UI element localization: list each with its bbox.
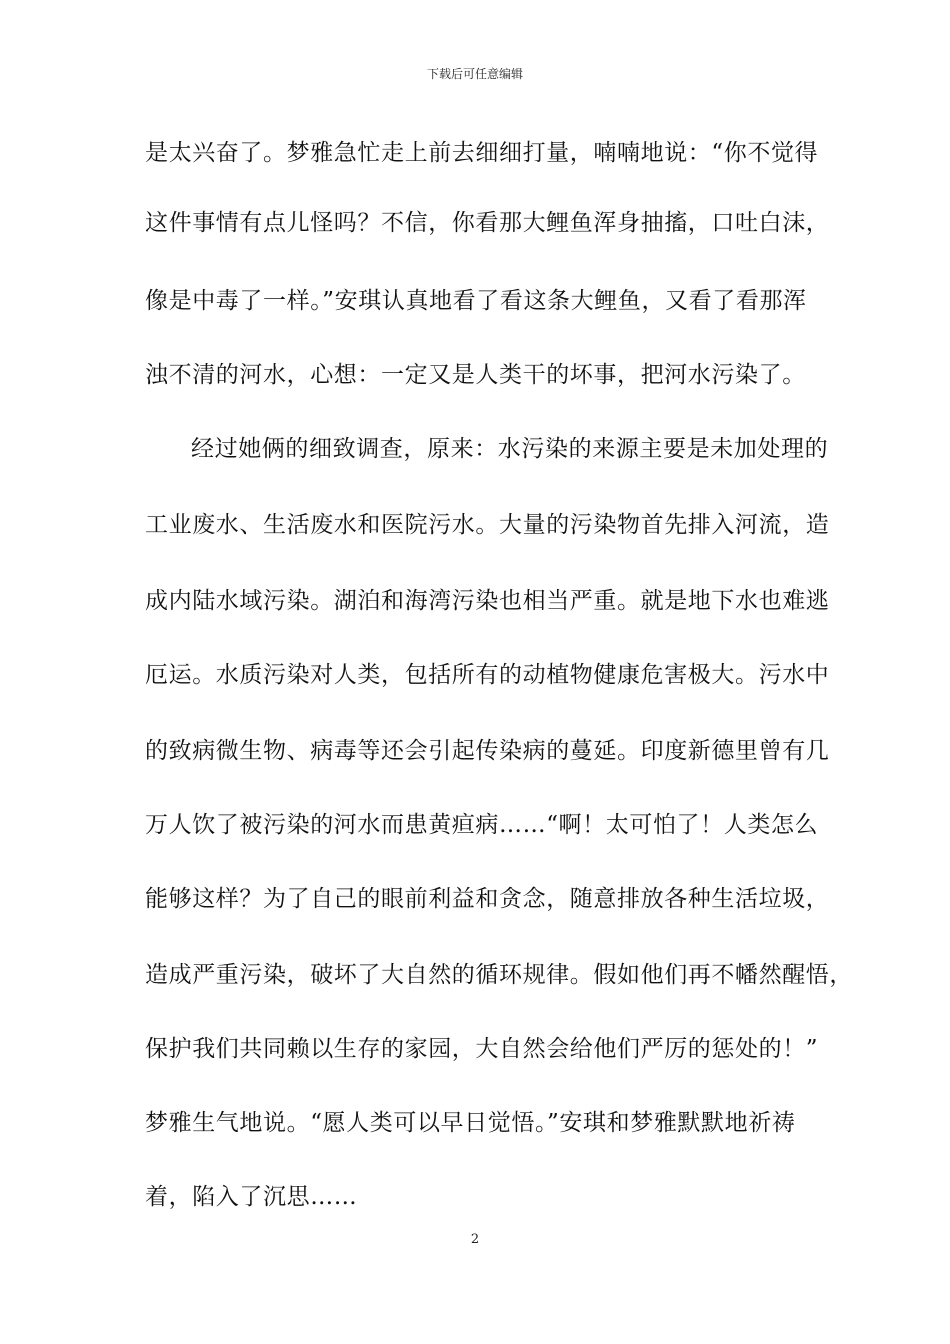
text-line: 万人饮了被污染的河水而患黄疸病……“啊！太可怕了！人类怎么 (145, 812, 819, 838)
paragraph-first-line: 经过她俩的细致调查，原来：水污染的来源主要是未加处理的 (191, 436, 829, 462)
text-line: 造成严重污染，破坏了大自然的循环规律。假如他们再不幡然醒悟， (145, 962, 853, 988)
page-header: 下载后可任意编辑 (426, 67, 523, 81)
text-line: 这件事情有点儿怪吗？不信，你看那大鲤鱼浑身抽搐，口吐白沫， (145, 210, 830, 236)
text-line: 的致病微生物、病毒等还会引起传染病的蔓延。印度新德里曾有几 (145, 738, 830, 764)
text-line: 保护我们共同赖以生存的家园，大自然会给他们严厉的惩处的！” (145, 1036, 819, 1062)
text-line: 能够这样？为了自己的眼前利益和贪念，随意排放各种生活垃圾， (145, 886, 830, 912)
text-line: 是太兴奋了。梦雅急忙走上前去细细打量，喃喃地说：“你不觉得 (145, 140, 819, 166)
text-line: 浊不清的河水，心想：一定又是人类干的坏事，把河水污染了。 (145, 362, 806, 388)
text-line: 工业废水、生活废水和医院污水。大量的污染物首先排入河流，造 (145, 512, 830, 538)
page-number: 2 (470, 1232, 480, 1247)
text-line: 像是中毒了一样。”安琪认真地看了看这条大鲤鱼，又看了看那浑 (145, 288, 807, 314)
text-line: 着，陷入了沉思…… (145, 1184, 358, 1210)
text-line: 成内陆水域污染。湖泊和海湾污染也相当严重。就是地下水也难逃 (145, 588, 830, 614)
text-line: 厄运。水质污染对人类，包括所有的动植物健康危害极大。污水中 (145, 662, 830, 688)
text-line: 梦雅生气地说。“愿人类可以早日觉悟。”安琪和梦雅默默地祈祷 (145, 1110, 796, 1136)
